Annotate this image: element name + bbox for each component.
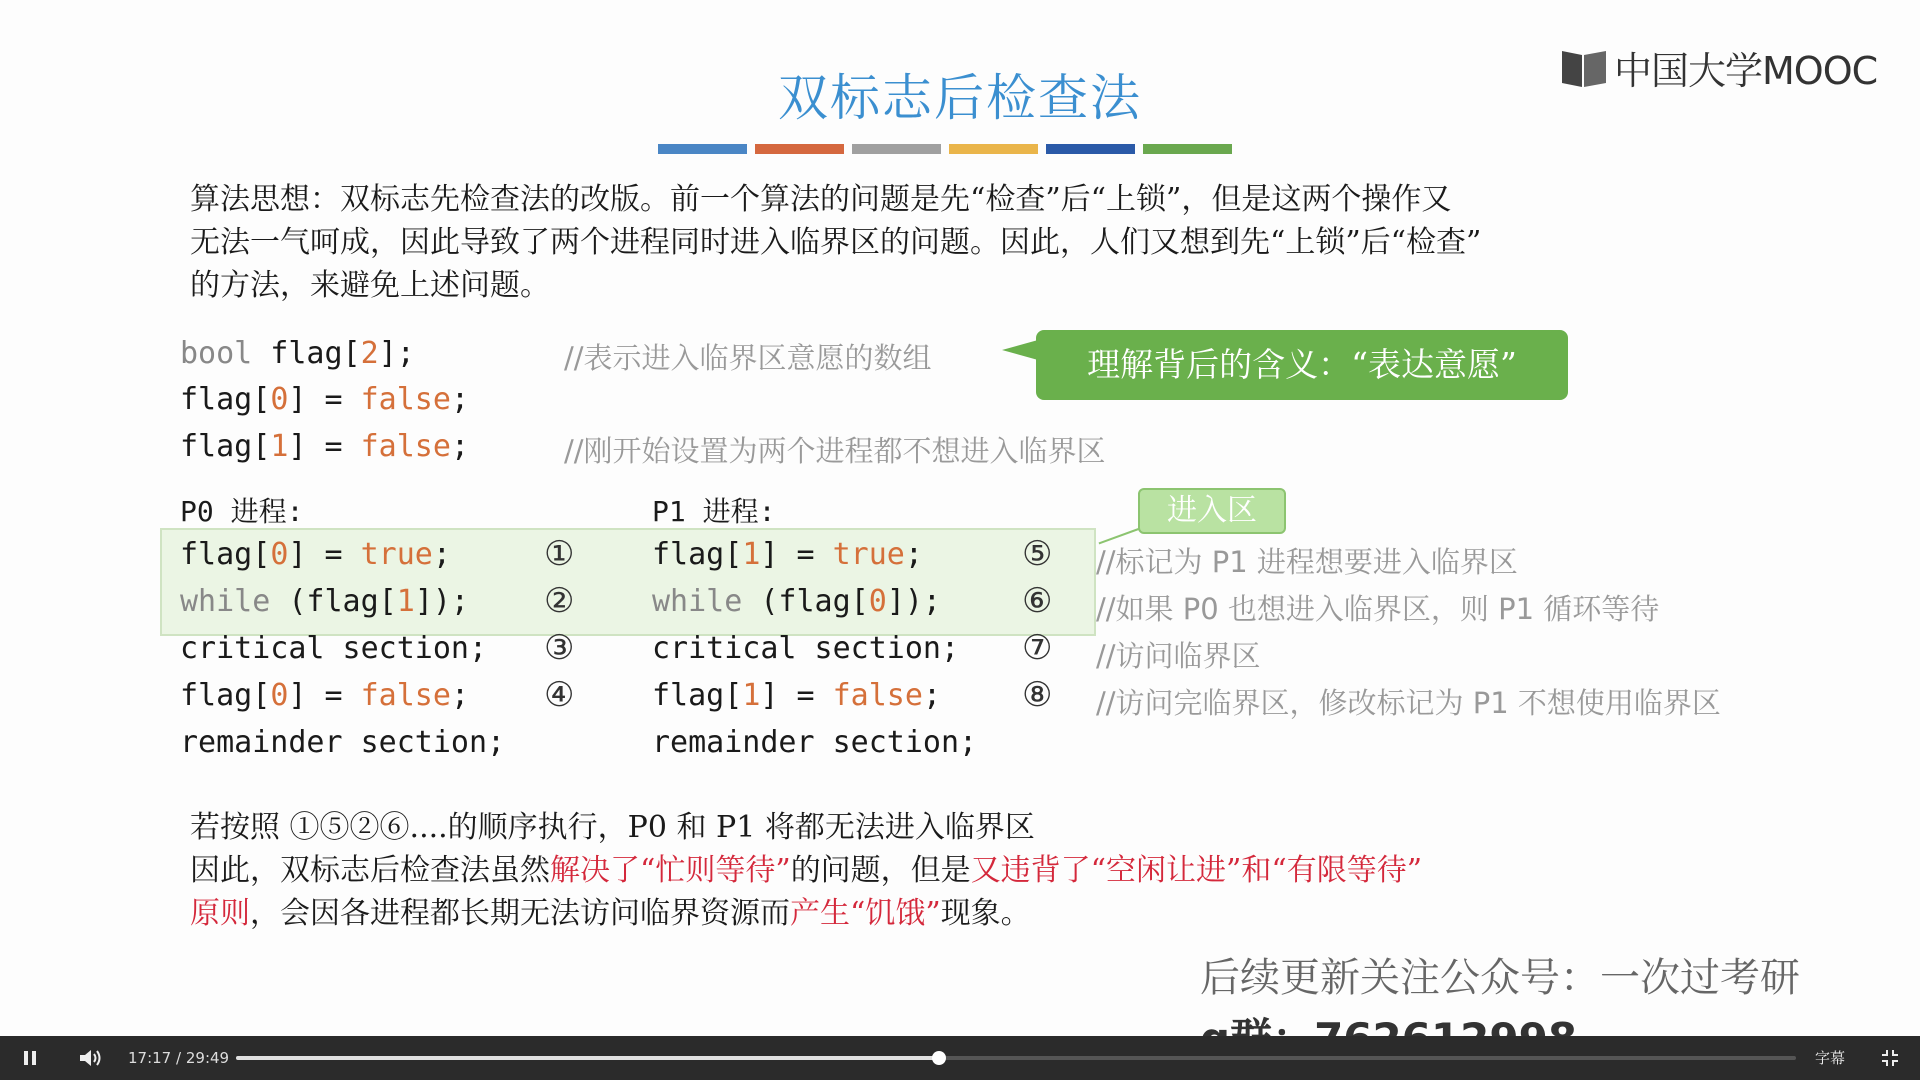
color-bar-6 xyxy=(1143,144,1232,154)
progress-bar[interactable] xyxy=(236,1056,1796,1060)
p1-header: P1 进程: xyxy=(652,495,776,528)
p1-line-2: while (flag[0]); xyxy=(652,584,941,619)
step-marker: ④ xyxy=(544,675,575,715)
step-marker: ⑥ xyxy=(1022,581,1053,621)
color-bar-1 xyxy=(658,144,747,154)
conclusion-line-1: 若按照 ①⑤②⑥....的顺序执行，P0 和 P1 将都无法进入临界区 xyxy=(190,810,1035,845)
p0-line-3: critical section; xyxy=(180,631,488,666)
color-bar-5 xyxy=(1046,144,1135,154)
code-decl-line-3: flag[1] = false; xyxy=(180,429,469,464)
step-marker: ② xyxy=(544,581,575,621)
conclusion-line-3: 原则，会因各进程都长期无法访问临界资源而产生“饥饿”现象。 xyxy=(190,896,1031,931)
step-marker: ⑤ xyxy=(1022,534,1053,574)
p1-line-4: flag[1] = false; xyxy=(652,678,941,713)
time-display: 17:17 / 29:49 xyxy=(128,1049,230,1067)
book-icon xyxy=(1560,47,1608,89)
conclusion xyxy=(190,806,1790,935)
subtitle-button[interactable]: 字幕 xyxy=(1815,1049,1846,1067)
idea-line: 算法思想：双标志先检查法的改版。前一个算法的问题是先“检查”后“上锁”，但是这两个操作又 xyxy=(190,182,1452,217)
color-bar-3 xyxy=(852,144,941,154)
entry-section-tag: 进入区 xyxy=(1138,488,1286,534)
callout-meaning: 理解背后的含义：“表达意愿” xyxy=(1036,330,1568,400)
step-marker: ⑧ xyxy=(1022,675,1053,715)
volume-button[interactable] xyxy=(74,1036,106,1080)
mooc-logo xyxy=(1560,40,1877,95)
p0-line-5: remainder section; xyxy=(180,725,506,760)
p1-line-5: remainder section; xyxy=(652,725,978,760)
idea-line: 的方法，来避免上述问题。 xyxy=(190,268,550,303)
code-comment: //访问完临界区，修改标记为 P1 不想使用临界区 xyxy=(1096,686,1721,720)
step-marker: ③ xyxy=(544,628,575,668)
code-comment: //刚开始设置为两个进程都不想进入临界区 xyxy=(564,434,1106,468)
exit-fullscreen-icon xyxy=(1881,1049,1899,1067)
code-decl-line-2: flag[0] = false; xyxy=(180,382,469,417)
step-marker: ① xyxy=(544,534,575,574)
volume-icon xyxy=(78,1048,102,1068)
p0-line-2: while (flag[1]); xyxy=(180,584,469,619)
p1-line-1: flag[1] = true; xyxy=(652,537,923,572)
code-comment: //表示进入临界区意愿的数组 xyxy=(564,341,932,375)
p0-line-4: flag[0] = false; xyxy=(180,678,469,713)
color-bar-4 xyxy=(949,144,1038,154)
conclusion-line-2: 因此，双标志后检查法虽然解决了“忙则等待”的问题，但是又违背了“空闲让进”和“有限等待” xyxy=(190,853,1423,888)
exit-fullscreen-button[interactable] xyxy=(1874,1036,1906,1080)
algorithm-idea xyxy=(190,178,1790,307)
progress-fill xyxy=(236,1056,939,1060)
slide-title: 双标志后检查法 xyxy=(778,69,1142,127)
code-comment: //标记为 P1 进程想要进入临界区 xyxy=(1096,545,1518,579)
p0-line-1: flag[0] = true; xyxy=(180,537,451,572)
logo-text: 中国大学MOOC xyxy=(1614,49,1878,93)
callout-tail xyxy=(1002,340,1038,360)
current-time: 17:17 xyxy=(128,1049,172,1067)
duration: 29:49 xyxy=(185,1049,230,1067)
code-comment: //访问临界区 xyxy=(1096,639,1261,673)
video-control-bar xyxy=(0,1036,1920,1080)
p1-line-3: critical section; xyxy=(652,631,960,666)
code-comment: //如果 P0 也想进入临界区，则 P1 循环等待 xyxy=(1096,592,1660,626)
pause-button[interactable] xyxy=(14,1036,46,1080)
step-marker: ⑦ xyxy=(1022,628,1053,668)
p0-header: P0 进程: xyxy=(180,495,304,528)
follow-notice: 后续更新关注公众号：一次过考研 xyxy=(1200,955,1800,1001)
idea-line: 无法一气呵成，因此导致了两个进程同时进入临界区的问题。因此，人们又想到先“上锁”后“检查” xyxy=(190,225,1482,260)
pause-icon xyxy=(23,1050,37,1066)
color-bars xyxy=(658,144,1232,154)
code-decl-line-1: bool flag[2]; xyxy=(180,336,415,371)
color-bar-2 xyxy=(755,144,844,154)
progress-handle[interactable] xyxy=(932,1051,946,1065)
